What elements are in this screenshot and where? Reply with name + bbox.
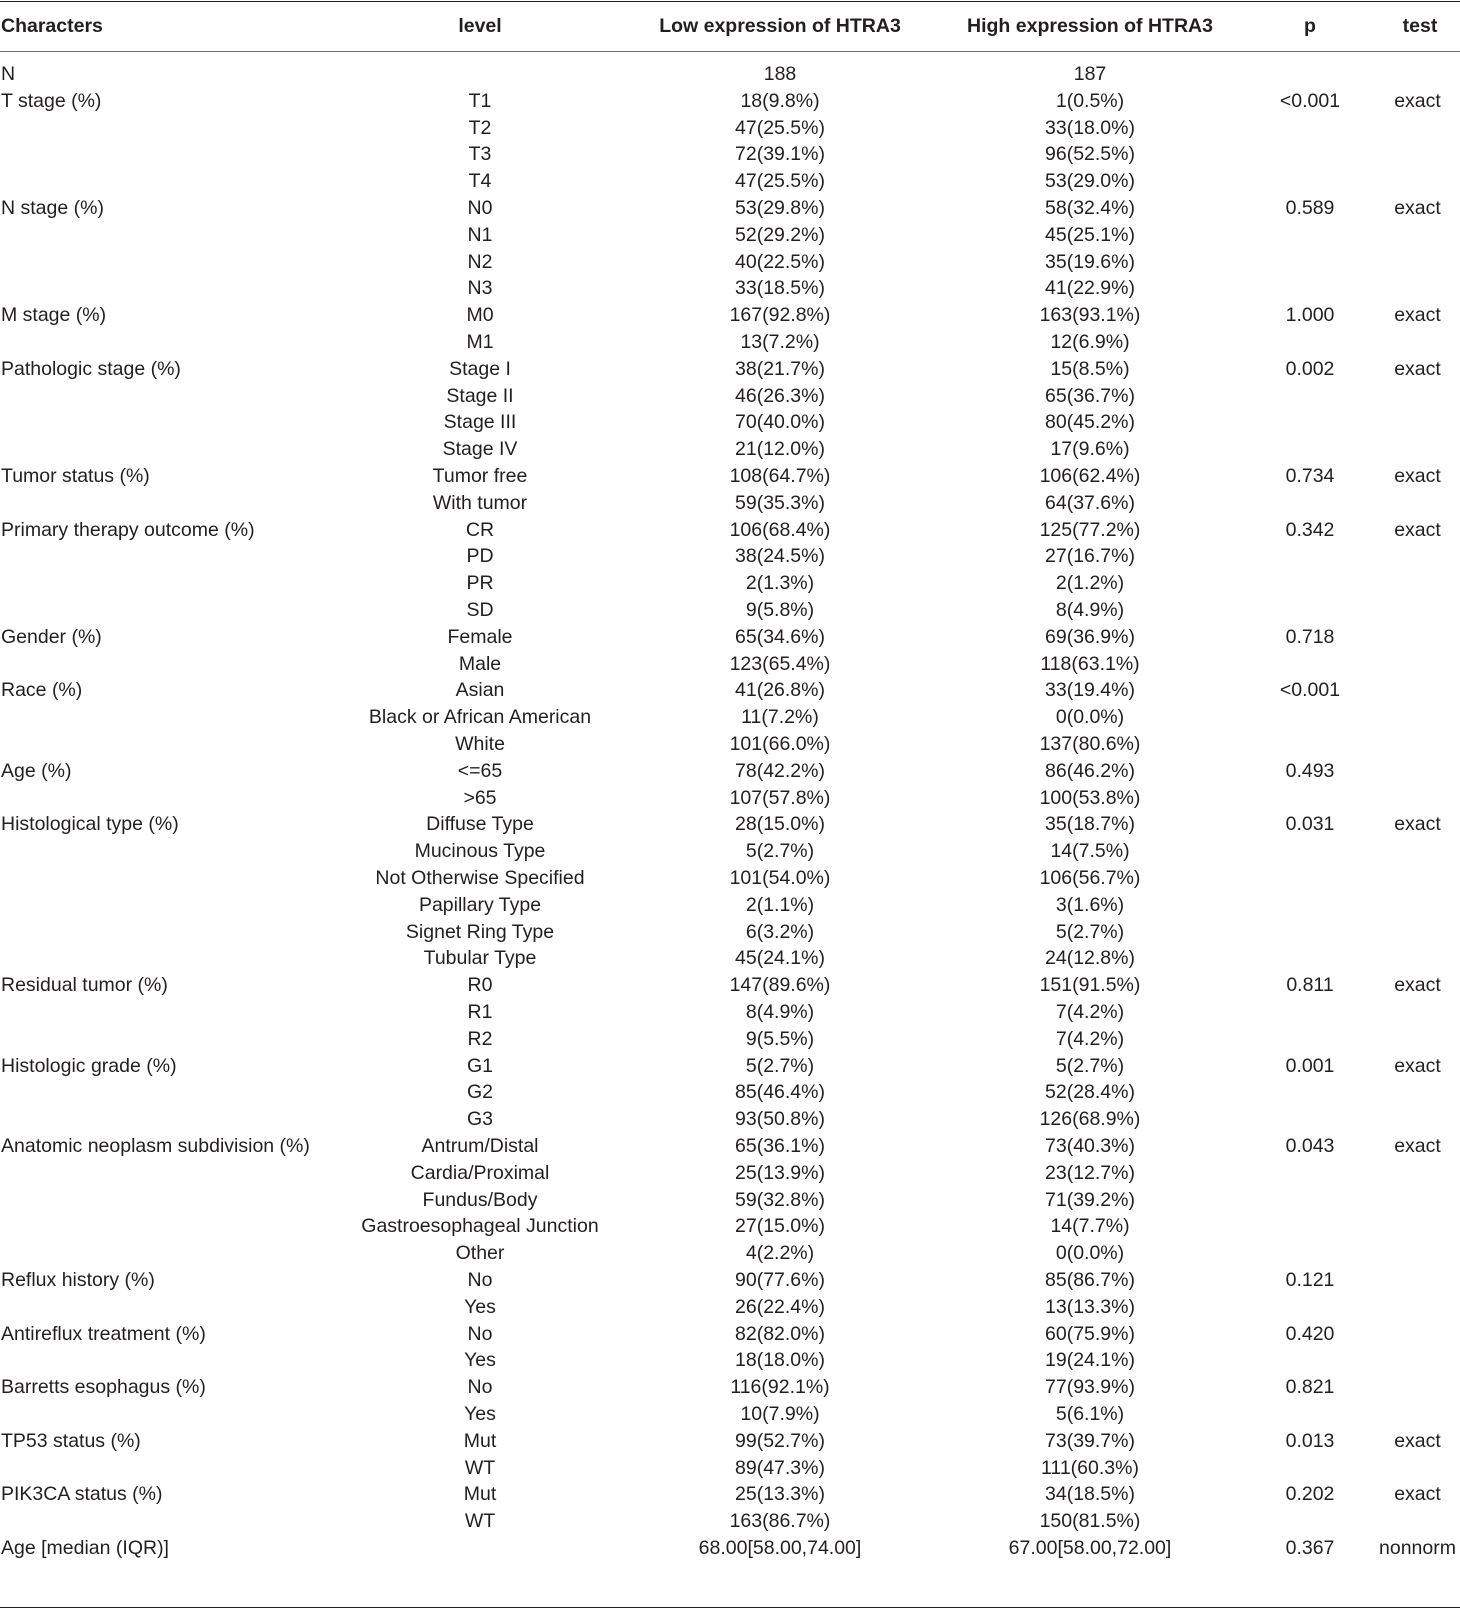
cell-high: 73(39.7%)	[1045, 1429, 1135, 1452]
table-row	[0, 60, 1460, 88]
cell-high: 5(2.7%)	[1055, 1054, 1125, 1077]
cell-high: 96(52.5%)	[1045, 143, 1135, 166]
table-header-row	[0, 12, 1460, 40]
cell-low: 45(24.1%)	[735, 947, 825, 970]
cell-low: 53(29.8%)	[735, 197, 825, 219]
cell-level: Yes	[464, 1403, 496, 1425]
cell-low: 107(57.8%)	[729, 786, 831, 809]
cell-level: WT	[464, 1456, 496, 1479]
cell-high: 100(53.8%)	[1039, 786, 1141, 809]
cell-high: 17(9.6%)	[1050, 438, 1130, 461]
table-row	[0, 944, 1460, 972]
cell-characters: Gender (%)	[1, 625, 102, 648]
table-row	[0, 542, 1460, 570]
table-row	[0, 194, 1460, 222]
cell-low: 8(4.9%)	[745, 1001, 815, 1023]
cell-high: 33(19.4%)	[1045, 679, 1135, 702]
cell-high: 64(37.6%)	[1045, 491, 1135, 514]
cell-high: 23(12.7%)	[1045, 1161, 1135, 1184]
cell-high: 24(12.8%)	[1045, 947, 1135, 970]
cell-high: 58(32.4%)	[1045, 197, 1135, 219]
table-row	[0, 730, 1460, 758]
cell-high: 106(62.4%)	[1039, 465, 1141, 487]
cell-characters: Residual tumor (%)	[1, 974, 168, 997]
table-row	[0, 516, 1460, 544]
cell-level: Yes	[464, 1295, 496, 1318]
cell-low: 21(12.0%)	[735, 438, 825, 461]
cell-low: 101(54.0%)	[729, 867, 831, 889]
table-row	[0, 248, 1460, 276]
cell-low: 108(64.7%)	[729, 465, 831, 487]
cell-low: 18(9.8%)	[740, 89, 820, 112]
cell-level: Papillary Type	[418, 893, 542, 916]
table-row	[0, 569, 1460, 597]
table-row	[0, 1293, 1460, 1321]
cell-high: 137(80.6%)	[1039, 733, 1141, 755]
cell-characters: Antireflux treatment (%)	[1, 1322, 206, 1345]
header-rule	[0, 51, 1460, 52]
table-row	[0, 1239, 1460, 1267]
table-row	[0, 114, 1460, 142]
cell-high: 125(77.2%)	[1039, 518, 1141, 541]
cell-test: exact	[1394, 89, 1441, 112]
cell-test: exact	[1394, 197, 1441, 219]
cell-high: 35(18.7%)	[1045, 813, 1135, 836]
top-rule	[0, 1, 1460, 2]
cell-level: Yes	[464, 1349, 496, 1372]
cell-p: 0.734	[1285, 465, 1335, 487]
cell-characters: Histologic grade (%)	[1, 1054, 177, 1077]
table-row	[0, 1454, 1460, 1482]
cell-high: 53(29.0%)	[1045, 170, 1135, 193]
cell-low: 11(7.2%)	[741, 706, 819, 729]
cell-low: 6(3.2%)	[745, 920, 815, 943]
cell-p: <0.001	[1279, 89, 1341, 112]
cell-p: 1.000	[1285, 304, 1335, 327]
table-row	[0, 1052, 1460, 1080]
cell-low: 59(32.8%)	[735, 1188, 825, 1211]
cell-low: 27(15.0%)	[735, 1215, 825, 1238]
table-row	[0, 355, 1460, 383]
table-row	[0, 676, 1460, 704]
table-row	[0, 1105, 1460, 1133]
cell-high: 118(63.1%)	[1040, 652, 1140, 675]
table-row	[0, 408, 1460, 436]
cell-high: 86(46.2%)	[1045, 759, 1135, 782]
cell-low: 65(36.1%)	[735, 1135, 825, 1157]
cell-low: 10(7.9%)	[740, 1403, 820, 1425]
cell-level: T1	[468, 89, 492, 112]
table-row	[0, 1320, 1460, 1348]
cell-p: 0.013	[1285, 1429, 1335, 1452]
cell-high: 52(28.4%)	[1045, 1081, 1135, 1104]
cell-level: Other	[455, 1242, 505, 1265]
cell-low: 90(77.6%)	[735, 1269, 825, 1291]
cell-level: Stage IV	[442, 438, 518, 461]
cell-high: 106(56.7%)	[1039, 867, 1141, 889]
header-characters: Characters	[1, 15, 103, 37]
table-row	[0, 918, 1460, 946]
cell-p: 0.589	[1285, 197, 1335, 219]
cell-high: 27(16.7%)	[1045, 545, 1135, 568]
cell-level: Not Otherwise Specified	[375, 867, 585, 889]
table-row	[0, 1025, 1460, 1053]
cell-test: exact	[1394, 518, 1441, 541]
cell-high: 163(93.1%)	[1039, 304, 1141, 327]
cell-low: 25(13.9%)	[735, 1161, 825, 1184]
cell-level: No	[467, 1322, 493, 1345]
cell-level: Fundus/Body	[422, 1188, 538, 1211]
cell-characters: N stage (%)	[1, 197, 104, 219]
cell-p: 0.718	[1285, 625, 1335, 648]
cell-level: M1	[466, 331, 494, 353]
cell-test: exact	[1394, 1135, 1441, 1157]
cell-p: 0.493	[1285, 759, 1335, 782]
cell-level: Stage II	[446, 384, 514, 407]
cell-low: 25(13.3%)	[735, 1483, 825, 1506]
cell-level: Antrum/Distal	[421, 1135, 539, 1157]
cell-level: T3	[468, 143, 492, 166]
table-row	[0, 274, 1460, 302]
cell-low: 9(5.8%)	[745, 599, 815, 621]
cell-low: 82(82.0%)	[735, 1322, 825, 1345]
cell-level: G2	[466, 1081, 493, 1104]
cell-high: 111(60.3%)	[1041, 1456, 1139, 1479]
cell-level: G1	[466, 1054, 493, 1077]
cell-high: 151(91.5%)	[1039, 974, 1141, 997]
cell-low: 18(18.0%)	[735, 1349, 825, 1372]
cell-characters: T stage (%)	[1, 89, 102, 112]
table-row	[0, 87, 1460, 115]
cell-level: No	[467, 1269, 493, 1291]
table-row	[0, 998, 1460, 1026]
cell-test: exact	[1394, 813, 1441, 836]
table-row	[0, 596, 1460, 624]
cell-low: 106(68.4%)	[729, 518, 831, 541]
cell-low: 72(39.1%)	[735, 143, 825, 166]
cell-test: exact	[1394, 1429, 1441, 1452]
table-row	[0, 1373, 1460, 1401]
cell-level: No	[467, 1376, 493, 1399]
cell-p: 0.821	[1285, 1376, 1335, 1399]
cell-level: Stage III	[443, 411, 517, 434]
cell-characters: PIK3CA status (%)	[1, 1483, 163, 1506]
table-row	[0, 837, 1460, 865]
table-row	[0, 167, 1460, 195]
cell-high: 2(1.2%)	[1055, 572, 1125, 595]
cell-high: 8(4.9%)	[1055, 599, 1125, 621]
cell-test: exact	[1394, 304, 1441, 327]
cell-characters: Age [median (IQR)]	[1, 1537, 169, 1559]
cell-high: 3(1.6%)	[1055, 893, 1125, 916]
table-row	[0, 462, 1460, 490]
table-row	[0, 864, 1460, 892]
cell-high: 33(18.0%)	[1045, 116, 1135, 139]
cell-high: 34(18.5%)	[1045, 1483, 1135, 1506]
cell-test: exact	[1394, 1054, 1441, 1077]
cell-high: 150(81.5%)	[1039, 1510, 1141, 1533]
table-row	[0, 757, 1460, 785]
cell-high: 60(75.9%)	[1045, 1322, 1135, 1345]
header-test: test	[1402, 15, 1438, 37]
header-p: p	[1304, 15, 1316, 37]
cell-test: nonnorm	[1379, 1537, 1456, 1559]
table-row	[0, 703, 1460, 731]
cell-level: N0	[467, 197, 493, 219]
cell-high: 0(0.0%)	[1055, 706, 1125, 729]
table-row	[0, 140, 1460, 168]
table-row	[0, 1534, 1460, 1562]
cell-high: 41(22.9%)	[1045, 277, 1135, 300]
table-row	[0, 1159, 1460, 1187]
cell-level: PR	[466, 572, 494, 595]
cell-low: 38(24.5%)	[735, 545, 825, 568]
cell-low: 68.00[58.00,74.00]	[698, 1537, 862, 1559]
cell-low: 47(25.5%)	[735, 116, 825, 139]
cell-characters: Age (%)	[1, 759, 72, 782]
cell-level: <=65	[457, 759, 503, 782]
cell-p: 0.367	[1285, 1537, 1335, 1559]
cell-low: 47(25.5%)	[735, 170, 825, 193]
cell-low: 123(65.4%)	[729, 652, 831, 675]
cell-low: 2(1.1%)	[745, 893, 815, 916]
cell-high: 14(7.7%)	[1050, 1215, 1130, 1238]
cell-level: R0	[467, 974, 493, 997]
cell-level: N2	[467, 250, 493, 273]
cell-high: 71(39.2%)	[1045, 1188, 1135, 1211]
cell-test: exact	[1394, 465, 1441, 487]
table-row	[0, 221, 1460, 249]
table-row	[0, 1078, 1460, 1106]
cell-low: 93(50.8%)	[735, 1108, 825, 1131]
cell-high: 19(24.1%)	[1045, 1349, 1135, 1372]
cell-low: 101(66.0%)	[729, 733, 831, 755]
cell-level: Male	[458, 652, 502, 675]
cell-level: Stage I	[449, 357, 511, 380]
cell-level: Diffuse Type	[426, 813, 534, 836]
table-row	[0, 1427, 1460, 1455]
cell-characters: TP53 status (%)	[1, 1429, 141, 1452]
table-row	[0, 328, 1460, 356]
bottom-rule	[0, 1607, 1460, 1608]
cell-characters: Reflux history (%)	[1, 1269, 155, 1291]
cell-high: 7(4.2%)	[1055, 1027, 1125, 1050]
cell-low: 9(5.5%)	[745, 1027, 815, 1050]
table-row	[0, 1186, 1460, 1214]
cell-level: PD	[466, 545, 494, 568]
cell-level: Mucinous Type	[414, 840, 546, 863]
cell-p: 0.811	[1286, 974, 1334, 997]
cell-low: 5(2.7%)	[745, 1054, 815, 1077]
cell-low: 52(29.2%)	[735, 223, 825, 246]
cell-level: Mut	[463, 1429, 497, 1452]
cell-p: 0.420	[1285, 1322, 1335, 1345]
header-high-expression: High expression of HTRA3	[967, 15, 1213, 37]
cell-high: 85(86.7%)	[1045, 1269, 1135, 1291]
cell-p: 0.002	[1285, 357, 1335, 380]
cell-low: 147(89.6%)	[729, 974, 831, 997]
cell-p: <0.001	[1279, 679, 1341, 702]
table-row	[0, 1480, 1460, 1508]
table-row	[0, 784, 1460, 812]
cell-test: exact	[1394, 357, 1441, 380]
cell-level: Gastroesophageal Junction	[361, 1215, 599, 1238]
cell-level: T2	[468, 116, 492, 139]
cell-high: 13(13.3%)	[1045, 1295, 1135, 1318]
cell-high: 1(0.5%)	[1055, 89, 1125, 112]
cell-level: WT	[464, 1510, 496, 1533]
cell-characters: Barretts esophagus (%)	[1, 1376, 206, 1399]
cell-low: 78(42.2%)	[735, 759, 825, 782]
cell-characters: Histological type (%)	[1, 813, 179, 836]
table-row	[0, 1132, 1460, 1160]
cell-test: exact	[1394, 974, 1441, 997]
cell-characters: Tumor status (%)	[1, 465, 150, 487]
table-row	[0, 435, 1460, 463]
table-row	[0, 1212, 1460, 1240]
cell-p: 0.342	[1285, 518, 1335, 541]
cell-low: 46(26.3%)	[735, 384, 825, 407]
cell-low: 116(92.1%)	[730, 1376, 830, 1399]
cell-characters: Pathologic stage (%)	[1, 357, 181, 380]
table-row	[0, 971, 1460, 999]
cell-level: White	[455, 733, 505, 755]
cell-low: 13(7.2%)	[740, 331, 820, 353]
table-row	[0, 810, 1460, 838]
cell-characters: Race (%)	[1, 679, 83, 702]
cell-level: SD	[466, 599, 494, 621]
cell-low: 89(47.3%)	[735, 1456, 825, 1479]
cell-high: 12(6.9%)	[1050, 331, 1130, 353]
cell-level: R1	[467, 1001, 493, 1023]
cell-high: 45(25.1%)	[1045, 223, 1135, 246]
header-low-expression: Low expression of HTRA3	[659, 15, 901, 37]
cell-low: 5(2.7%)	[745, 840, 815, 863]
table-row	[0, 1400, 1460, 1428]
cell-high: 126(68.9%)	[1039, 1108, 1141, 1131]
table-row	[0, 301, 1460, 329]
cell-high: 15(8.5%)	[1050, 357, 1130, 380]
cell-characters: M stage (%)	[1, 304, 107, 327]
cell-high: 0(0.0%)	[1055, 1242, 1125, 1265]
cell-high: 7(4.2%)	[1055, 1001, 1125, 1023]
cell-low: 26(22.4%)	[735, 1295, 825, 1318]
cell-characters: Primary therapy outcome (%)	[1, 518, 255, 541]
cell-low: 188	[763, 63, 797, 85]
cell-level: Cardia/Proximal	[410, 1161, 550, 1184]
cell-level: Signet Ring Type	[405, 920, 555, 943]
cell-level: CR	[465, 518, 495, 541]
cell-level: Mut	[463, 1483, 497, 1506]
cell-level: Tumor free	[432, 465, 528, 487]
cell-low: 33(18.5%)	[735, 277, 825, 300]
cell-high: 187	[1073, 63, 1107, 85]
cell-low: 70(40.0%)	[735, 411, 825, 434]
cell-low: 40(22.5%)	[735, 250, 825, 273]
table-row	[0, 650, 1460, 678]
cell-level: Tubular Type	[423, 947, 537, 970]
cell-level: N3	[467, 277, 493, 300]
cell-p: 0.121	[1285, 1269, 1335, 1291]
cell-p: 0.043	[1285, 1135, 1335, 1157]
cell-level: Female	[447, 625, 513, 648]
cell-low: 28(15.0%)	[735, 813, 825, 836]
cell-low: 41(26.8%)	[735, 679, 825, 702]
cell-characters: Anatomic neoplasm subdivision (%)	[1, 1135, 310, 1157]
cell-p: 0.202	[1285, 1483, 1335, 1506]
cell-high: 35(19.6%)	[1045, 250, 1135, 273]
cell-high: 14(7.5%)	[1050, 840, 1130, 863]
cell-high: 77(93.9%)	[1045, 1376, 1135, 1399]
cell-high: 65(36.7%)	[1045, 384, 1135, 407]
cell-high: 80(45.2%)	[1045, 411, 1135, 434]
cell-high: 69(36.9%)	[1045, 625, 1135, 648]
cell-level: N1	[467, 223, 493, 246]
cell-low: 85(46.4%)	[735, 1081, 825, 1104]
table-row	[0, 891, 1460, 919]
table-row	[0, 1507, 1460, 1535]
table-row	[0, 1346, 1460, 1374]
cell-level: With tumor	[432, 491, 528, 514]
cell-level: R2	[467, 1027, 493, 1050]
cell-level: Asian	[455, 679, 505, 702]
cell-low: 167(92.8%)	[729, 304, 831, 327]
cell-characters: N	[1, 63, 16, 85]
cell-p: 0.031	[1285, 813, 1335, 836]
cell-test: exact	[1394, 1483, 1441, 1506]
cell-level: T4	[468, 170, 492, 193]
cell-low: 59(35.3%)	[735, 491, 825, 514]
cell-low: 99(52.7%)	[735, 1429, 825, 1452]
cell-low: 163(86.7%)	[729, 1510, 831, 1533]
cell-p: 0.001	[1285, 1054, 1335, 1077]
cell-level: G3	[466, 1108, 493, 1131]
table-row	[0, 1266, 1460, 1294]
cell-high: 73(40.3%)	[1045, 1135, 1135, 1157]
cell-low: 65(34.6%)	[735, 625, 825, 648]
header-level: level	[458, 15, 502, 37]
cell-level: Black or African American	[368, 706, 592, 729]
cell-level: >65	[463, 786, 497, 809]
table-row	[0, 489, 1460, 517]
cell-high: 5(6.1%)	[1055, 1403, 1125, 1425]
cell-level: M0	[466, 304, 494, 327]
cell-low: 38(21.7%)	[735, 357, 825, 380]
cell-low: 2(1.3%)	[745, 572, 815, 595]
cell-low: 4(2.2%)	[745, 1242, 815, 1265]
cell-high: 67.00[58.00,72.00]	[1008, 1537, 1172, 1559]
cell-high: 5(2.7%)	[1055, 920, 1125, 943]
table-row	[0, 382, 1460, 410]
table-row	[0, 623, 1460, 651]
